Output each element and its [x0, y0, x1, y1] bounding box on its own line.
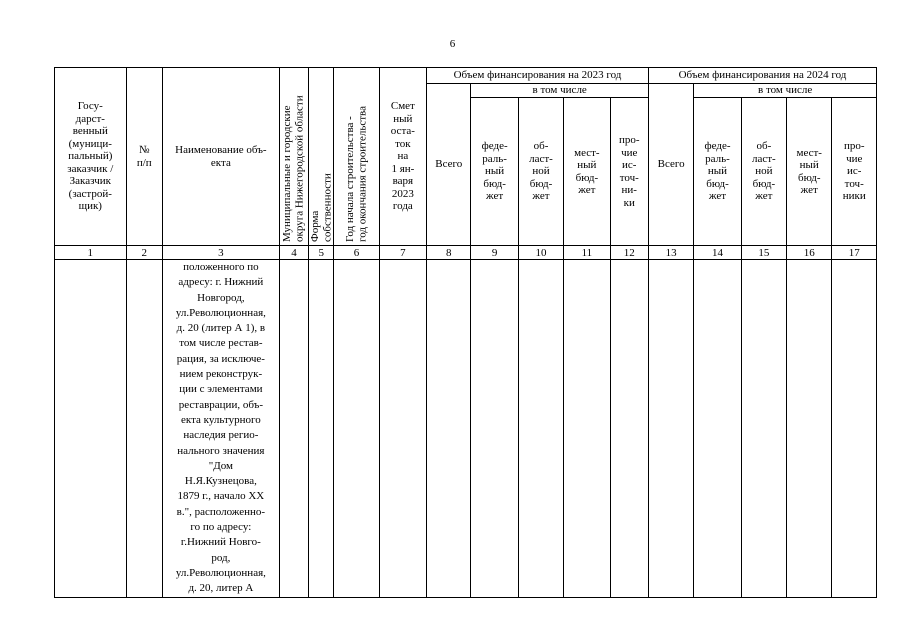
- column-number: 6: [334, 246, 379, 260]
- cell-number: [126, 260, 162, 598]
- cell-years: [334, 260, 379, 598]
- column-number: 15: [741, 246, 786, 260]
- column-number: 14: [694, 246, 741, 260]
- table-row: [55, 260, 877, 598]
- header-local-2024: мест- ный бюд- жет: [787, 98, 832, 246]
- header-total-2023: Всего: [427, 84, 471, 246]
- investment-table: [54, 67, 877, 598]
- column-number: 7: [379, 246, 426, 260]
- cell-estimated-balance: [379, 260, 426, 598]
- column-number-row: [55, 246, 877, 260]
- header-object-name: Наименование объ- екта: [162, 68, 279, 246]
- header-local-2023: мест- ный бюд- жет: [564, 98, 610, 246]
- column-number: 4: [279, 246, 308, 260]
- column-number: 3: [162, 246, 279, 260]
- cell-municipality: [279, 260, 308, 598]
- column-number: 10: [518, 246, 563, 260]
- cell-other-2023: [610, 260, 648, 598]
- cell-federal-2024: [694, 260, 741, 598]
- column-number: 2: [126, 246, 162, 260]
- page-number: 6: [449, 38, 456, 50]
- cell-total-2023: [427, 260, 471, 598]
- cell-regional-2024: [741, 260, 786, 598]
- column-number: 9: [471, 246, 518, 260]
- column-number: 12: [610, 246, 648, 260]
- header-ownership: Форма собственности: [309, 68, 334, 246]
- column-number: 17: [832, 246, 877, 260]
- header-total-2024: Всего: [648, 84, 693, 246]
- header-including-2023: в том числе: [471, 84, 649, 98]
- cell-ownership: [309, 260, 334, 598]
- cell-customer: [55, 260, 127, 598]
- column-number: 16: [787, 246, 832, 260]
- header-other-2023: про- чие ис- точ- ни- ки: [610, 98, 648, 246]
- header-federal-2024: феде- раль- ный бюд- жет: [694, 98, 741, 246]
- header-municipality: Муниципальные и городские округа Нижегородской области: [279, 68, 308, 246]
- header-regional-2023: об- ласт- ной бюд- жет: [518, 98, 563, 246]
- cell-object-name: положенного по адресу: г. Нижний Новгород, ул.Революционная, д. 20 (литер А 1), в том числе рестав- рация, за исключе- нием реконструк- ции с элементами реставрации, объ- екта культурного наследия регио- нального значения "Дом Н.Я.Кузнецова, 1879 г., начало XX в.", расположенно- го по адресу: г.Нижний Новго- род, ул.Революционная, д. 20, литер А: [162, 260, 279, 598]
- header-estimated-balance: Смет ный оста- ток на 1 ян- варя 2023 года: [379, 68, 426, 246]
- cell-local-2024: [787, 260, 832, 598]
- header-financing-2024: Объем финансирования на 2024 год: [648, 68, 876, 84]
- cell-local-2023: [564, 260, 610, 598]
- header-regional-2024: об- ласт- ной бюд- жет: [741, 98, 786, 246]
- cell-other-2024: [832, 260, 877, 598]
- header-financing-2023: Объем финансирования на 2023 год: [427, 68, 649, 84]
- column-number: 13: [648, 246, 693, 260]
- header-other-2024: про- чие ис- точ- ники: [832, 98, 877, 246]
- header-customer: Госу- дарст- венный (муници- пальный) заказчик / Заказчик (застрой- щик): [55, 68, 127, 246]
- column-number: 11: [564, 246, 610, 260]
- header-years: Год начала строительства - год окончания строительства: [334, 68, 379, 246]
- header-number: № п/п: [126, 68, 162, 246]
- cell-regional-2023: [518, 260, 563, 598]
- column-number: 8: [427, 246, 471, 260]
- column-number: 5: [309, 246, 334, 260]
- header-federal-2023: феде- раль- ный бюд- жет: [471, 98, 518, 246]
- cell-total-2024: [648, 260, 693, 598]
- header-including-2024: в том числе: [694, 84, 877, 98]
- column-number: 1: [55, 246, 127, 260]
- cell-federal-2023: [471, 260, 518, 598]
